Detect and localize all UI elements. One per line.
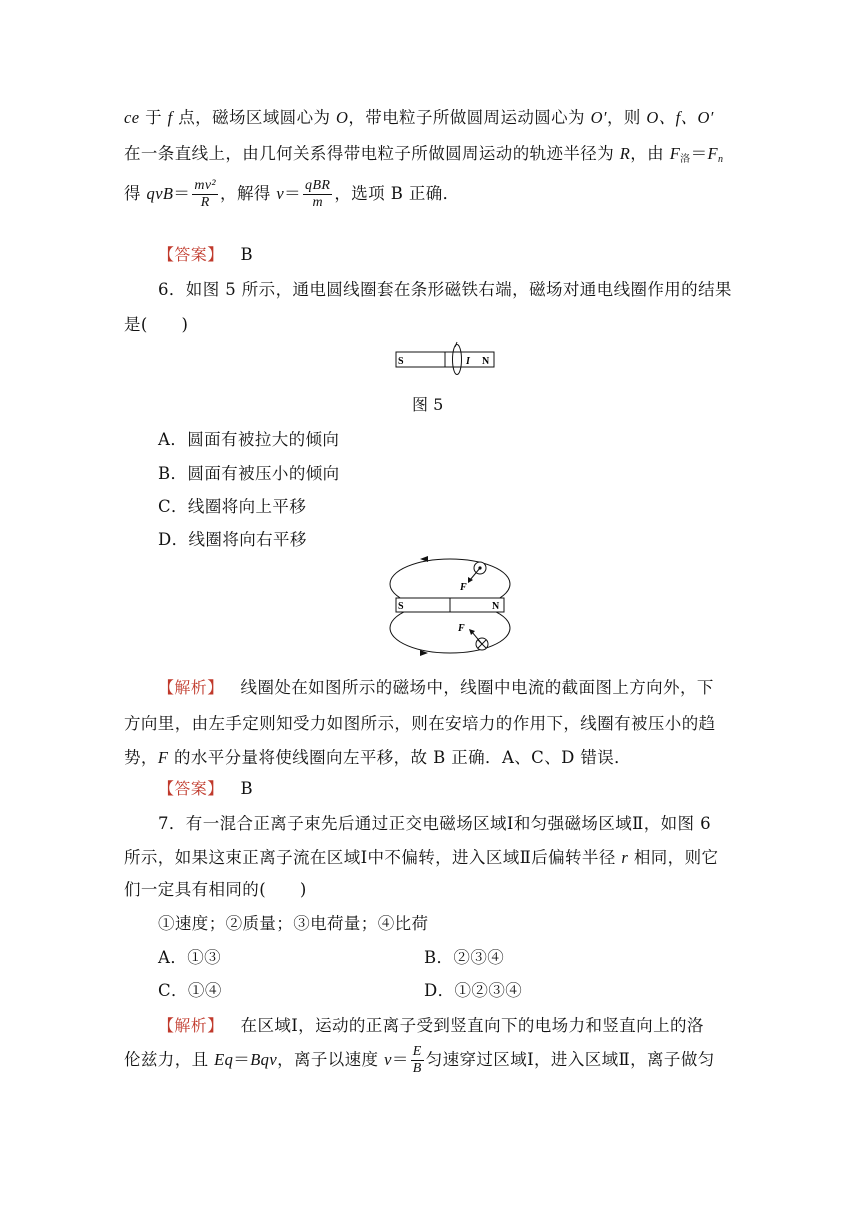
math-F: F xyxy=(707,144,718,163)
math-Bqv: Bqv xyxy=(250,1050,278,1070)
text: ＝ xyxy=(690,144,708,163)
q6-analysis-line-1 xyxy=(158,674,714,698)
math-f: f xyxy=(167,108,173,127)
q7-analysis-line-2 xyxy=(124,1044,715,1077)
q7-option-d: D．①②③④ xyxy=(424,981,523,1000)
text: 的水平分量将使线圈向左平移，故 B 正确．A、C、D 错误． xyxy=(168,748,632,767)
math-R: R xyxy=(619,144,631,163)
q7-option-a: A．①③ xyxy=(158,948,222,967)
numerator: mv² xyxy=(192,178,218,195)
math-F: F xyxy=(669,144,681,163)
math-r: r xyxy=(621,848,629,867)
q7-analysis-line-1 xyxy=(158,1012,704,1036)
figure-5-caption: 图 5 xyxy=(412,395,444,414)
text: 伦兹力，且 xyxy=(124,1050,215,1070)
numerator: E xyxy=(411,1044,424,1061)
fig5-I: I xyxy=(466,356,470,367)
solution-line-2 xyxy=(124,140,723,165)
q6-option-b: B．圆面有被压小的倾向 xyxy=(158,464,340,483)
q7-option-c: C．①④ xyxy=(158,981,222,1000)
solution-line-1 xyxy=(124,104,714,128)
analysis-tag: 【解析】 xyxy=(158,678,224,697)
solution-line-3 xyxy=(124,178,460,211)
text: 匀速穿过区域Ⅰ，进入区域Ⅱ，离子做匀 xyxy=(425,1050,715,1070)
q6-option-d: D．线圈将向右平移 xyxy=(158,530,307,549)
text: 在一条直线上，由几何关系得带电粒子所做圆周运动的轨迹半径为 xyxy=(124,144,620,163)
q6-answer xyxy=(158,776,253,799)
math-points: O、f、O′ xyxy=(646,108,714,127)
subscript-n: n xyxy=(717,154,724,165)
math-O: O xyxy=(336,108,349,127)
text: 点，磁场区域圆心为 xyxy=(172,108,337,127)
subscript: 洛 xyxy=(680,154,691,165)
text: ，离子以速度 xyxy=(277,1050,385,1070)
q7-stem-line-2 xyxy=(124,844,718,868)
fig-F-top: F xyxy=(460,582,467,593)
denominator: R xyxy=(200,195,210,211)
q6-analysis-line-2: 方向里，由左手定则知受力如图所示，则在安培力的作用下，线圈有被压小的趋 xyxy=(124,714,716,733)
q6-option-a: A．圆面有被拉大的倾向 xyxy=(158,430,340,449)
fraction-qBR-m xyxy=(303,178,332,211)
text: 势， xyxy=(124,748,158,767)
text: ＝ xyxy=(233,1050,251,1070)
q6-analysis-line-3 xyxy=(124,744,631,768)
math-ce: ce xyxy=(124,108,140,127)
fraction-E-B xyxy=(411,1044,424,1077)
math-v: v xyxy=(276,184,285,204)
fig-N: N xyxy=(492,601,500,612)
q6-stem-line-1: 6．如图 5 所示，通电圆线圈套在条形磁铁右端，磁场对通电线圈作用的结果 xyxy=(158,280,732,299)
text: 相同，则它 xyxy=(628,848,719,867)
math-Eq: Eq xyxy=(214,1050,234,1070)
q5-answer xyxy=(158,242,253,265)
math-v: v xyxy=(384,1050,392,1070)
q6-stem-line-2: 是( ) xyxy=(124,315,189,334)
text: ＝ xyxy=(173,184,191,204)
answer-tag: 【答案】 xyxy=(158,779,224,798)
text: ，由 xyxy=(630,144,670,163)
text: ，带电粒子所做圆周运动圆心为 xyxy=(348,108,591,127)
text: 线圈处在如图所示的磁场中，线圈中电流的截面图上方向外，下 xyxy=(240,678,714,697)
text: ，选项 B 正确． xyxy=(334,184,460,204)
fig-F-bottom: F xyxy=(458,623,465,634)
text: 于 xyxy=(139,108,168,127)
math-O-prime: O′ xyxy=(590,108,607,127)
fraction-mv2-R xyxy=(192,178,218,211)
text: ＝ xyxy=(284,184,302,204)
fig5-S: S xyxy=(398,356,404,367)
denominator: m xyxy=(312,195,323,211)
answer-value: B xyxy=(240,245,254,264)
answer-value: B xyxy=(240,779,254,798)
text: 在区域Ⅰ，运动的正离子受到竖直向下的电场力和竖直向上的洛 xyxy=(240,1016,704,1035)
text: ＝ xyxy=(391,1050,409,1070)
answer-tag: 【答案】 xyxy=(158,245,224,264)
text: ，则 xyxy=(606,108,647,127)
q6-option-c: C．线圈将向上平移 xyxy=(158,497,307,516)
q7-stem-line-1: 7．有一混合正离子束先后通过正交电磁场区域Ⅰ和匀强磁场区域Ⅱ，如图 6 xyxy=(158,814,711,833)
analysis-tag: 【解析】 xyxy=(158,1016,224,1035)
fig-S: S xyxy=(398,601,404,612)
text: 所示，如果这束正离子流在区域Ⅰ中不偏转，进入区域Ⅱ后偏转半径 xyxy=(124,848,622,867)
fig5-N: N xyxy=(482,356,490,367)
numerator: qBR xyxy=(303,178,332,195)
q7-option-b: B．②③④ xyxy=(424,948,505,967)
q7-items: ①速度；②质量；③电荷量；④比荷 xyxy=(158,914,429,933)
math-qvB: qvB xyxy=(146,184,174,204)
q7-stem-line-3: 们一定具有相同的( ) xyxy=(124,880,307,899)
text: ，解得 xyxy=(220,184,277,204)
figure-5-magnet-coil xyxy=(390,340,500,376)
text: 得 xyxy=(124,184,147,204)
math-F: F xyxy=(157,748,169,767)
denominator: B xyxy=(412,1061,422,1077)
figure-field-lines xyxy=(382,556,518,660)
